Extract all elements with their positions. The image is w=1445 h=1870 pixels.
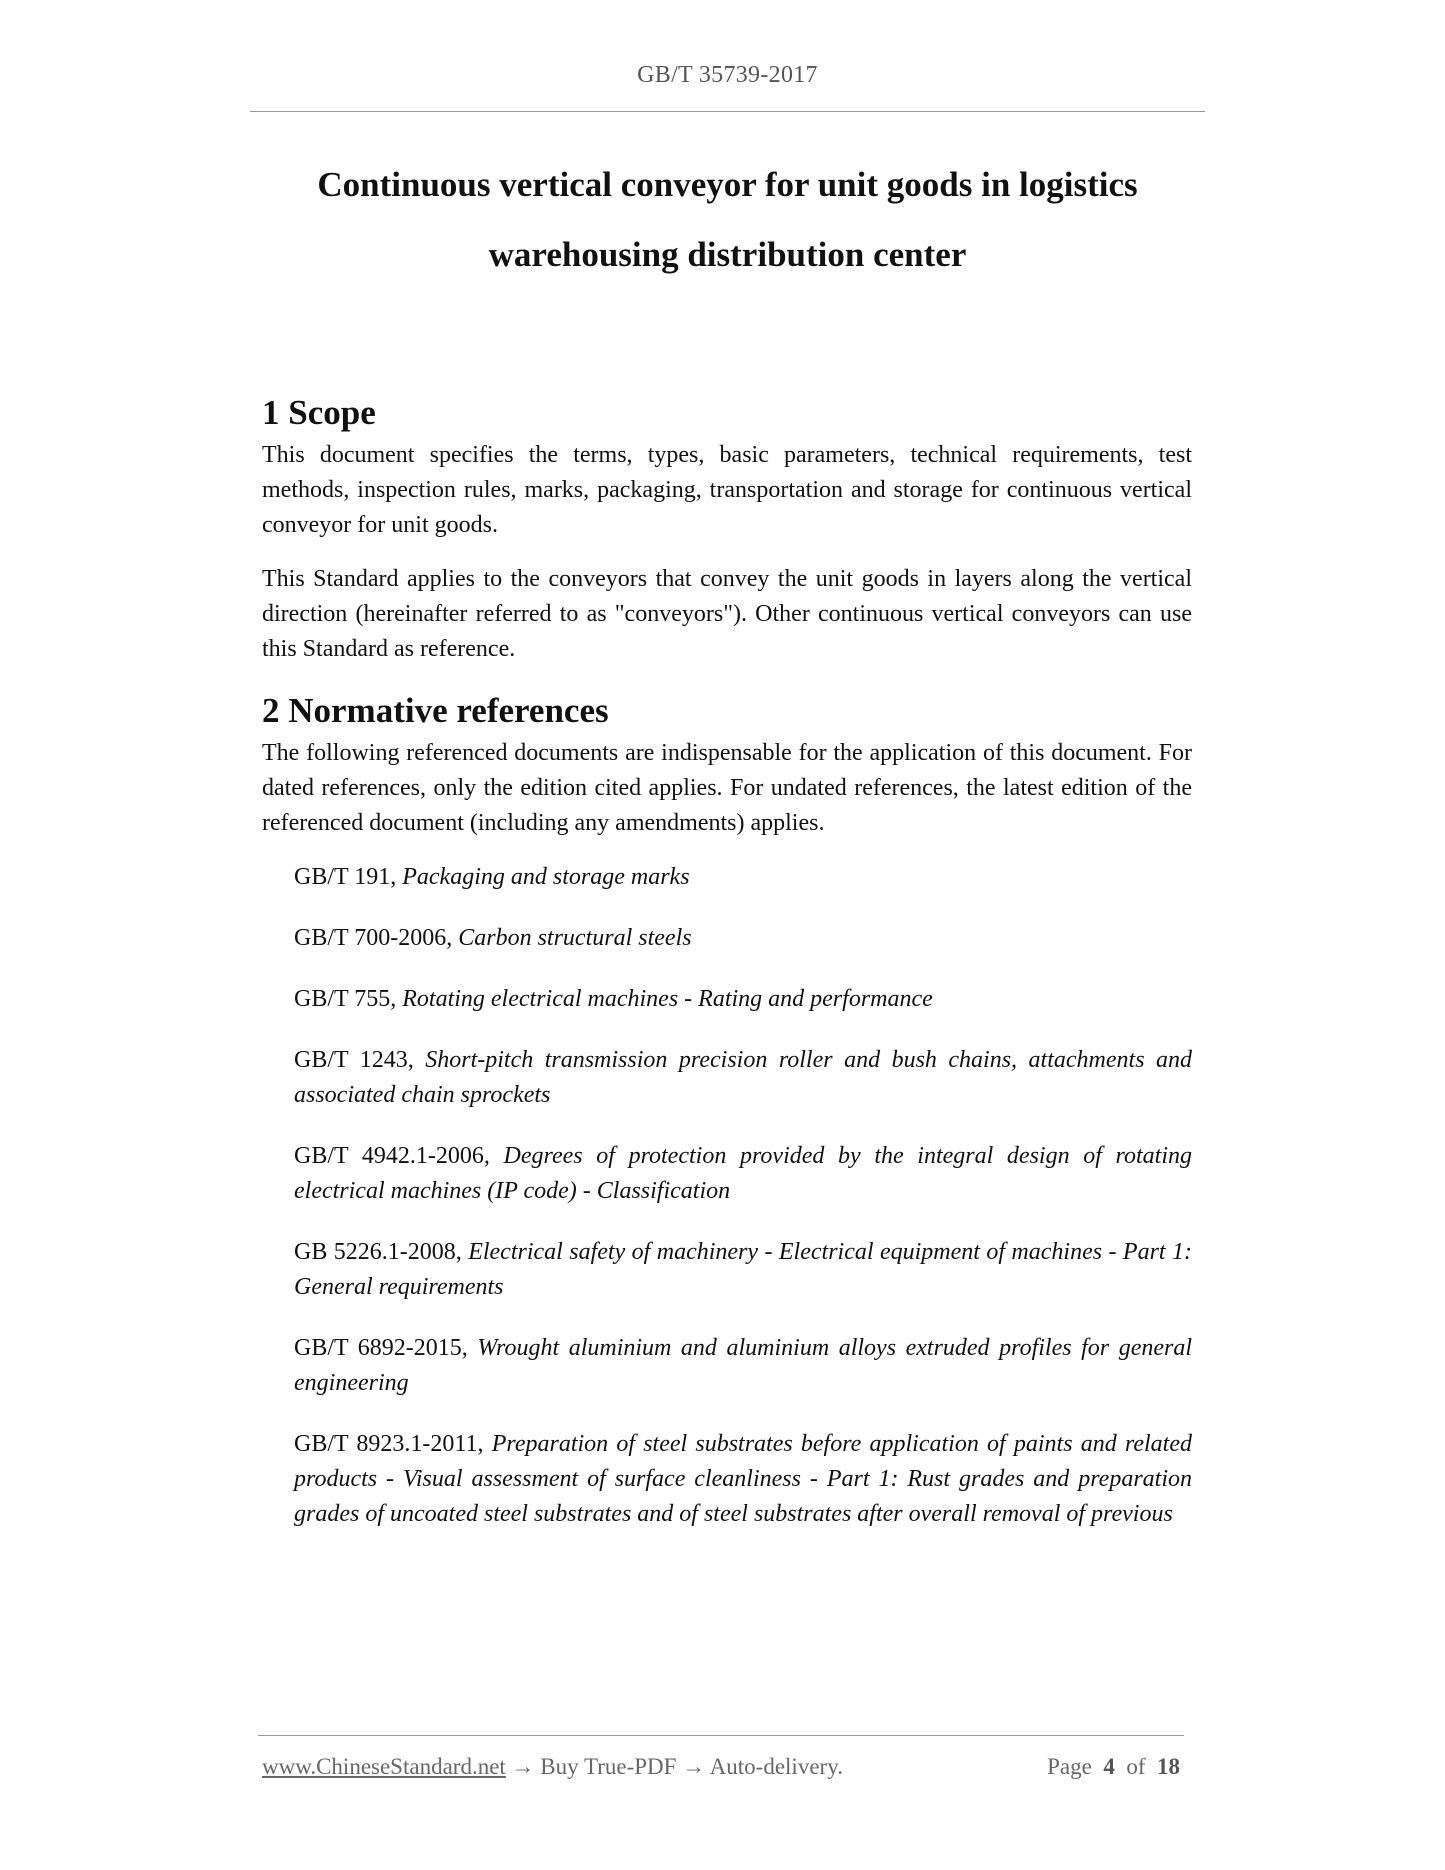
reference-title: Short-pitch transmission precision roller and bush chains, attachments and associated chain sprockets: [294, 1047, 1193, 1108]
page-header: GB/T 35739-2017: [637, 62, 818, 88]
header-divider: [250, 111, 1205, 112]
footer-promo: [262, 1754, 843, 1780]
reference-code: GB/T 8923.1-2011,: [294, 1431, 484, 1457]
reference-title: Wrought aluminium and aluminium alloys extruded profiles for general engineering: [294, 1335, 1193, 1396]
reference-code: GB/T 4942.1-2006,: [294, 1143, 490, 1169]
arrow-right-icon: →: [682, 1754, 706, 1779]
reference-title: Electrical safety of machinery - Electrical equipment of machines - Part 1: General requirements: [294, 1239, 1193, 1300]
reference-item: [294, 1139, 1192, 1209]
reference-item: [294, 921, 1192, 956]
scope-paragraph: This Standard applies to the conveyors that convey the unit goods in layers along the vertical direction (hereinafter referred to as "conveyors"). Other continuous vertical conveyors can use this Standard as reference.: [262, 566, 1192, 662]
document-title: [250, 150, 1205, 290]
reference-item: [294, 860, 1192, 895]
reference-code: GB/T 191,: [294, 864, 397, 890]
page-indicator: [1047, 1754, 1180, 1780]
reference-list: [262, 860, 1192, 1532]
reference-title: Rotating electrical machines - Rating and performance: [402, 986, 933, 1012]
reference-title: Degrees of protection provided by the integral design of rotating electrical machines (IP code) - Classification: [294, 1143, 1192, 1204]
current-page-number: 4: [1103, 1754, 1115, 1779]
reference-code: GB 5226.1-2008,: [294, 1239, 462, 1265]
reference-item: [294, 1043, 1192, 1113]
auto-delivery-text: Auto-delivery.: [709, 1754, 843, 1779]
arrow-right-icon: →: [511, 1754, 535, 1779]
reference-item: [294, 982, 1192, 1017]
title-line-1: Continuous vertical conveyor for unit goods in logistics: [317, 165, 1138, 204]
reference-code: GB/T 6892-2015,: [294, 1335, 468, 1361]
reference-title: Packaging and storage marks: [402, 864, 690, 890]
document-body: [262, 388, 1192, 1558]
reference-title: Carbon structural steels: [458, 925, 692, 951]
site-link[interactable]: www.ChineseStandard.net: [262, 1754, 506, 1779]
buy-true-pdf-text: Buy True-PDF: [540, 1754, 677, 1779]
of-label: of: [1126, 1754, 1146, 1779]
reference-item: [294, 1235, 1192, 1305]
scope-paragraph: This document specifies the terms, types, basic parameters, technical requirements, test methods, inspection rules, marks, packaging, transportation and storage for continuous vertical conveyor for unit goods.: [262, 442, 1192, 538]
total-pages-number: 18: [1157, 1754, 1180, 1779]
reference-code: GB/T 700-2006,: [294, 925, 453, 951]
normative-intro-paragraph: The following referenced documents are indispensable for the application of this document. For dated references, only the edition cited applies. For undated references, the latest edition of the referenced document (including any amendments) applies.: [262, 740, 1192, 836]
section-heading-scope: 1 Scope: [262, 393, 376, 432]
page-label: Page: [1047, 1754, 1092, 1779]
section-heading-normative-references: 2 Normative references: [262, 691, 609, 730]
reference-title: Preparation of steel substrates before application of paints and related products - Visual assessment of surface cleanliness - Part 1: Rust grades and preparation grades of uncoated steel substrates and of steel substrates after overall removal of previous: [294, 1431, 1192, 1527]
reference-code: GB/T 1243,: [294, 1047, 414, 1073]
title-line-2: warehousing distribution center: [488, 235, 967, 274]
reference-item: [294, 1331, 1192, 1401]
footer-divider: [258, 1735, 1184, 1736]
reference-code: GB/T 755,: [294, 986, 397, 1012]
reference-item: [294, 1427, 1192, 1532]
